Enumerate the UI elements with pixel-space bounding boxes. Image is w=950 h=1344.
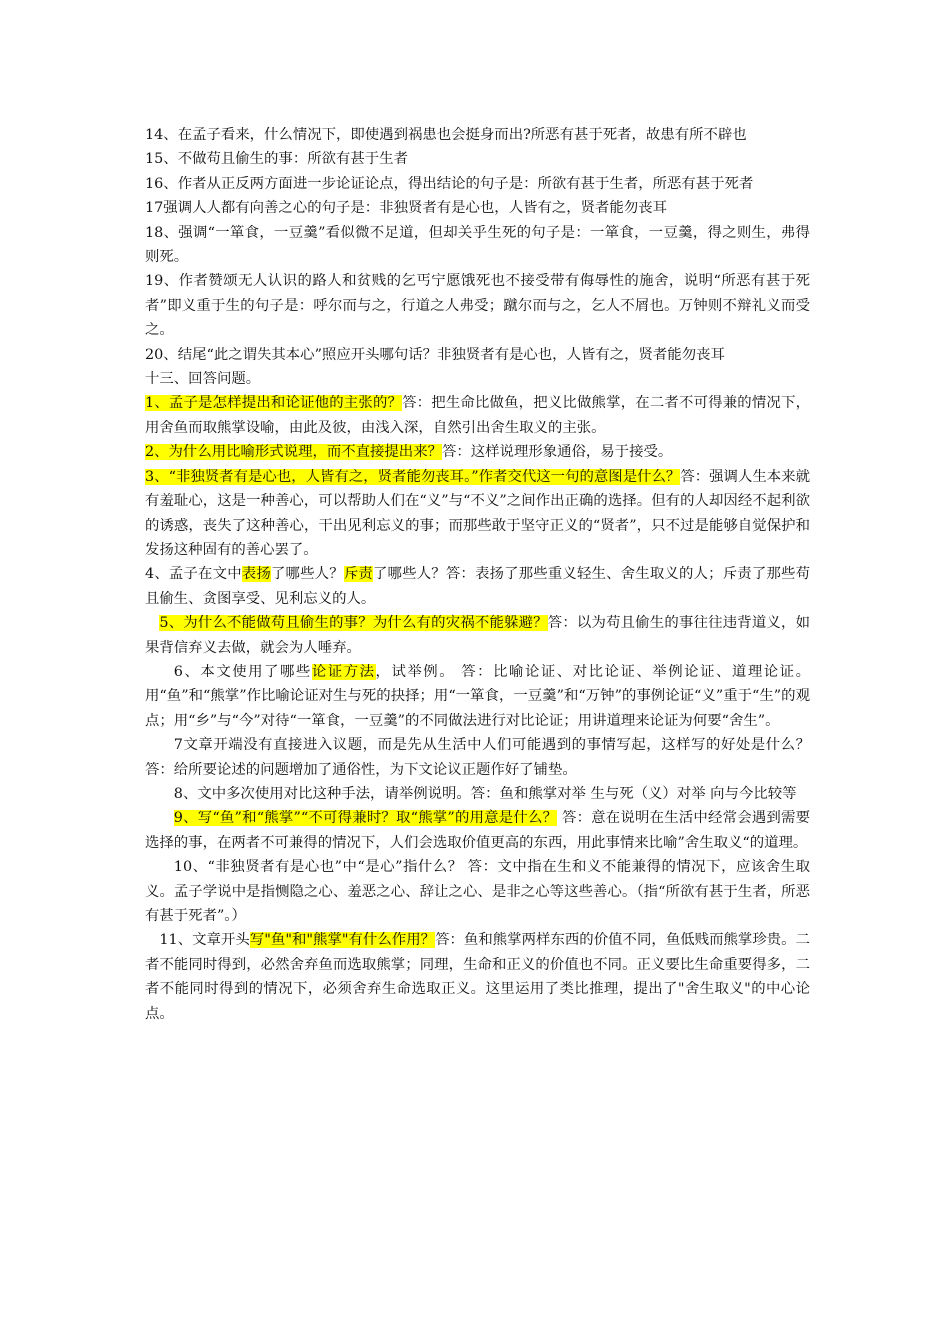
- document-body: [145, 123, 810, 1026]
- text-segment: 答：强调人生本来就有羞耻心，这是一种善心，可以帮助人们在“义”与“不义”之间作出正确的选择。但有的人却因经不起利欲的诱惑，丧失了这种善心，干出见利忘义的事；而那些敢于坚守正义的“贤者”，只不过是能够自觉保护和发扬这种固有的善心罢了。: [145, 468, 810, 558]
- paragraph: [145, 367, 810, 391]
- text-segment: 10、“非独贤者有是心也”中“是心”指什么？ 答：文中指在生和义不能兼得的情况下，应该舍生取义。孟子学说中是指恻隐之心、羞恶之心、辞让之心、是非之心等这些善心。（指“所欲有甚于生者，所恶有甚于死者”。）: [145, 859, 810, 924]
- paragraph: [145, 562, 810, 611]
- paragraph: [145, 343, 810, 367]
- text-segment: 4、孟子在文中: [145, 566, 242, 583]
- highlighted-text: 2、为什么用比喻形式说理，而不直接提出来？: [145, 444, 442, 461]
- paragraph: [145, 782, 810, 806]
- paragraph: [145, 196, 810, 220]
- text-segment: 11、文章开头: [159, 932, 250, 949]
- highlighted-text: 写"鱼"和"熊掌"有什么作用？: [249, 932, 436, 949]
- paragraph: [145, 733, 810, 782]
- text-segment: 14、在孟子看来，什么情况下，即使遇到祸患也会挺身而出?所恶有甚于死者，故患有所不辟也: [145, 127, 747, 143]
- text-segment: ，试举例。 答：比喻论证、对比论证、举例论证、道理论证。用“鱼”和“熊掌”作比喻论证对生与死的抉择；用“一箪食，一豆羹”和“万钟”的事例论证“义”重于“生”的观点；用“乡”与“今”对待“一箪食，一豆羹”的不同做法进行对比论证；用讲道理来论证为何要“舍生”。: [145, 663, 810, 729]
- highlighted-text: 5、为什么不能做苟且偷生的事？为什么有的灾祸不能躲避？: [159, 615, 548, 632]
- highlighted-text: 3、“非独贤者有是心也，人皆有之，贤者能勿丧耳。”作者交代这一句的意图是什么？: [145, 468, 681, 485]
- text-segment: 20、结尾“此之谓失其本心”照应开头哪句话？非独贤者有是心也，人皆有之，贤者能勿丧耳: [145, 346, 725, 363]
- text-segment: 6、本文使用了哪些: [173, 663, 312, 680]
- text-segment: 十三、回答问题。: [145, 371, 261, 388]
- paragraph: [145, 611, 810, 660]
- paragraph: [145, 391, 810, 440]
- text-segment: 答：这样说理形象通俗，易于接受。: [441, 444, 673, 461]
- text-segment: 19、作者赞颂无人认识的路人和贫贱的乞丐宁愿饿死也不接受带有侮辱性的施舍，说明“所恶有甚于死者”即义重于生的句子是：呼尔而与之，行道之人弗受；蹴尔而与之，乞人不屑也。万钟则不辩礼义而受之。: [145, 273, 810, 339]
- text-segment: 答：以为苟且偷生的事往往违背道义，如果背信弃义去做，就会为人唾弃。: [145, 615, 810, 656]
- highlighted-text: 9、写“鱼”和“熊掌”“不可得兼时？取“熊掌”的用意是什么？: [173, 810, 558, 827]
- text-segment: 17强调人人都有向善之心的句子是：非独贤者有是心也，人皆有之，贤者能勿丧耳: [145, 200, 667, 217]
- text-segment: 了哪些人？: [270, 566, 344, 583]
- highlighted-text: 斥责: [343, 566, 373, 583]
- highlighted-text: 论证方法: [311, 663, 376, 680]
- paragraph: [145, 221, 810, 270]
- paragraph: [145, 147, 810, 171]
- text-segment: 15、不做苟且偷生的事：所欲有甚于生者: [145, 151, 408, 168]
- paragraph: [145, 269, 810, 342]
- text-segment: 答：鱼和熊掌两样东西的价值不同，鱼低贱而熊掌珍贵。二者不能同时得到，必然舍弃鱼而选取熊掌；同理，生命和正义的价值也不同。正义要比生命重要得多，二者不能同时得到的情况下，必须舍弃生命选取正义。这里运用了类比推理，提出了"舍生取义"的中心论点。: [145, 932, 810, 1022]
- text-segment: 16、作者从正反两方面进一步论证论点，得出结论的句子是：所欲有甚于生者，所恶有甚于死者: [145, 175, 754, 192]
- paragraph: [145, 172, 810, 196]
- paragraph: [145, 123, 810, 147]
- text-segment: 答：意在说明在生活中经常会遇到需要选择的事，在两者不可兼得的情况下，人们会选取价值更高的东西，用此事情来比喻”舍生取义“的道理。: [145, 810, 811, 851]
- paragraph: [145, 928, 810, 1026]
- text-segment: 18、强调“一箪食，一豆羹”看似微不足道，但却关乎生死的句子是：一箪食，一豆羹，得之则生，弗得则死。: [145, 224, 810, 266]
- highlighted-text: 1、孟子是怎样提出和论证他的主张的？: [145, 395, 403, 412]
- paragraph: [145, 465, 810, 563]
- text-segment: 答：把生命比做鱼，把义比做熊掌，在二者不可得兼的情况下，用舍鱼而取熊掌设喻，由此及彼，由浅入深，自然引出舍生取义的主张。: [145, 395, 810, 436]
- paragraph: [145, 806, 810, 855]
- text-segment: 了哪些人？答：表扬了那些重义轻生、舍生取义的人；斥责了那些苟且偷生、贪图享受、见利忘义的人。: [145, 566, 810, 607]
- paragraph: [145, 855, 810, 928]
- text-segment: 7文章开端没有直接进入议题，而是先从生活中人们可能遇到的事情写起，这样写的好处是什么？答：给所要论述的问题增加了通俗性，为下文论议正题作好了铺垫。: [145, 737, 810, 778]
- text-segment: 8、文中多次使用对比这种手法，请举例说明。答：鱼和熊掌对举 生与死（义）对举 向与今比较等: [173, 785, 797, 802]
- highlighted-text: 表扬: [241, 566, 271, 583]
- paragraph: [145, 660, 810, 733]
- paragraph: [145, 440, 810, 464]
